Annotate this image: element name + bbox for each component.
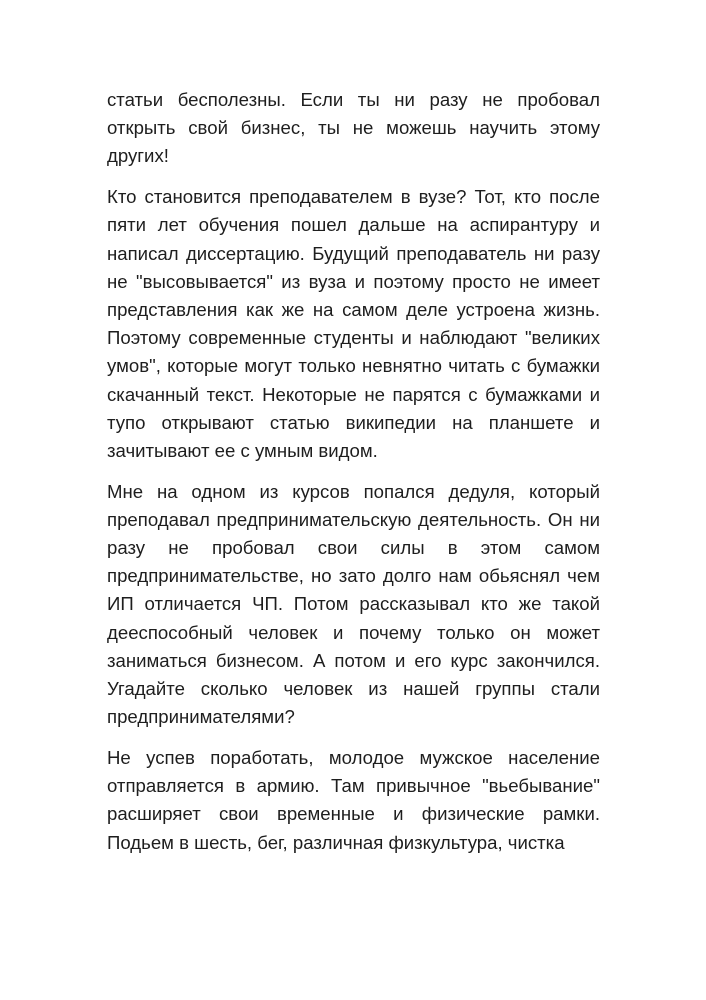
paragraph-1: статьи бесполезны. Если ты ни разу не пробовал открыть свой бизнес, ты не можешь научить этому других!: [107, 89, 600, 167]
paragraph-2: Кто становится преподавателем в вузе? Тот, кто после пяти лет обучения пошел дальше на аспирантуру и написал диссертацию. Будущий преподаватель ни разу не "высовывается" из вуза и поэтому просто не имеет представления как же на самом деле устроена жизнь. Поэтому современные студенты и наблюдают "великих умов", которые могут только невнятно читать с бумажки скачанный текст. Некоторые не парятся с бумажками и тупо открывают статью википедии на планшете и зачитывают ее с умным видом.: [107, 186, 600, 461]
paragraph-4: Не успев поработать, молодое мужское население отправляется в армию. Там привычное "вьебывание" расширяет свои временные и физические рамки. Подьем в шесть, бег, различная физкультура, чистка: [107, 746, 600, 853]
document-page: [107, 86, 600, 869]
paragraph-3: Мне на одном из курсов попался дедуля, который преподавал предпринимательскую деятельность. Он ни разу не пробовал свои силы в этом самом предпринимательстве, но зато долго нам обьяснял чем ИП отличается ЧП. Потом рассказывал кто же такой дееспособный человек и почему только он может заниматься бизнесом. А потом и его курс закончился. Угадайте сколько человек из нашей группы стали предпринимателями?: [107, 480, 600, 728]
